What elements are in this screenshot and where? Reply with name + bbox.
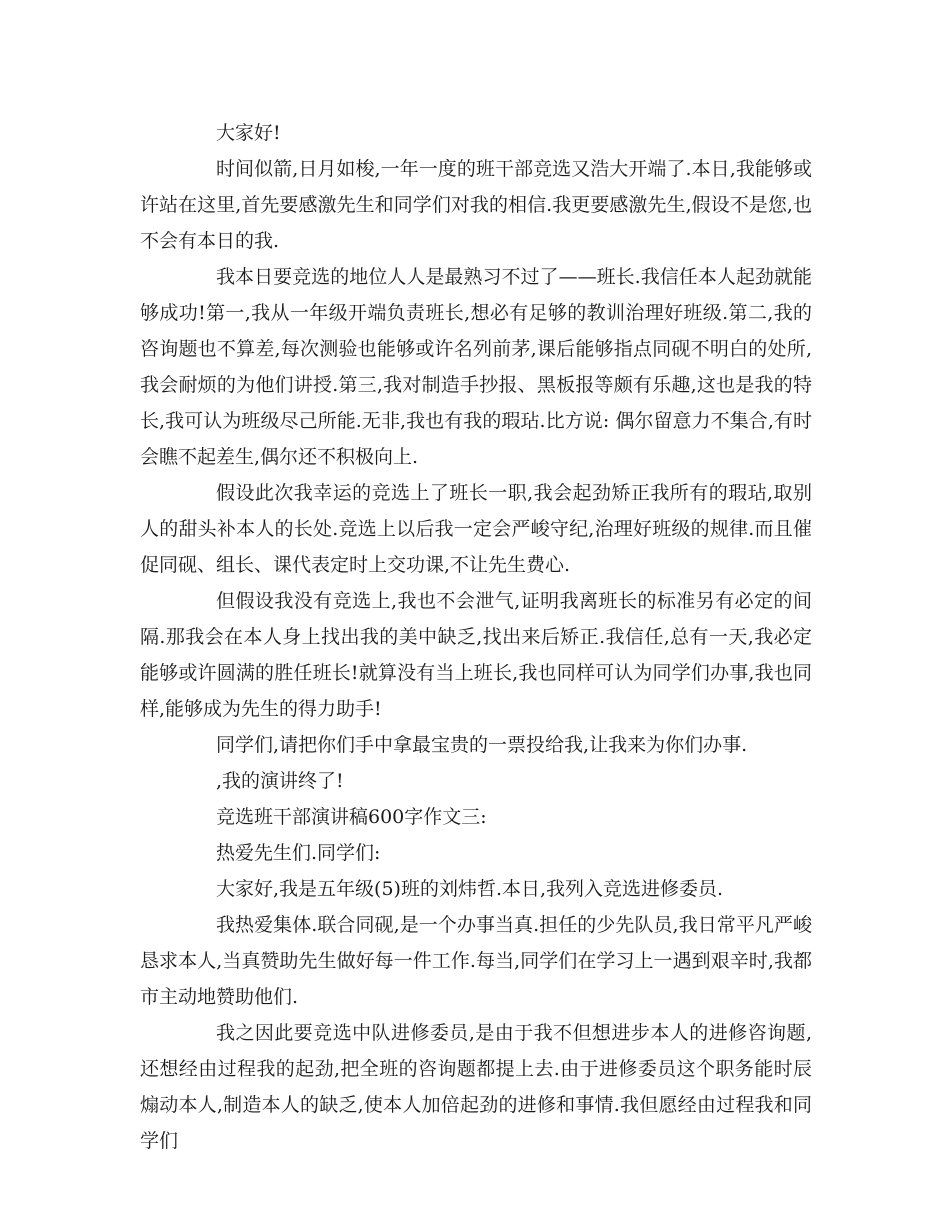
paragraph-character: 我热爱集体.联合同砚,是一个办事当真.担任的少先队员,我日常平凡严峻恳求本人,当真赞助先生做好每一件工作.每当,同学们在学习上一遇到艰辛时,我都市主动地赞助他们. xyxy=(140,914,812,1008)
paragraph-position: 我本日要竞选的地位人人是最熟习不过了——班长.我信任本人起劲就能够成功!第一,我从一年级开端负责班长,想必有足够的教训治理好班级.第二,我的咨询题也不算差,每次测验也能够或许名列前茅,课后能够指点同砚不明白的处所,我会耐烦的为他们讲授.第三,我对制造手抄报、黑板报等颇有乐趣,这也是我的特长,我可认为班级尽己所能.无非,我也有我的瑕玷.比方说: 偶尔留意力不集合,有时会瞧不起差生,偶尔还不积极向上. xyxy=(140,266,812,468)
paragraph-self-intro: 大家好,我是五年级(5)班的刘炜哲.本日,我列入竞选进修委员. xyxy=(216,878,724,900)
paragraph-salutation: 热爱先生们.同学们: xyxy=(216,842,381,864)
paragraph-section-heading: 竞选班干部演讲稿600字作文三: xyxy=(216,806,487,828)
paragraph-motivation: 我之因此要竞选中队进修委员,是由于我不但想进步本人的进修咨询题,还想经由过程我的起劲,把全班的咨询题都提上去.由于进修委员这个职务能时辰煽动本人,制造本人的缺乏,使本人加倍起劲的进修和事情.我但愿经由过程我和同学们 xyxy=(140,1022,812,1152)
paragraph-greeting: 大家好! xyxy=(216,122,281,144)
paragraph-if-not-elected: 但假设我没有竞选上,我也不会泄气,证明我离班长的标准另有必定的间隔.那我会在本人身上找出我的美中缺乏,找出来后矫正.我信任,总有一天,我必定能够或许圆满的胜任班长!就算没有当上班长,我也同样可认为同学们办事,我也同样,能够成为先生的得力助手! xyxy=(140,590,812,720)
paragraph-if-elected: 假设此次我幸运的竞选上了班长一职,我会起劲矫正我所有的瑕玷,取别人的甜头补本人的长处.竞选上以后我一定会严峻守纪,治理好班级的规律.而且催促同砚、组长、课代表定时上交功课,不让先生费心. xyxy=(140,482,812,576)
paragraph-closing: ,我的演讲终了! xyxy=(216,770,344,792)
paragraph-vote-request: 同学们,请把你们手中拿最宝贵的一票投给我,让我来为你们办事. xyxy=(216,734,748,756)
paragraph-intro: 时间似箭,日月如梭,一年一度的班干部竞选又浩大开端了.本日,我能够或许站在这里,首先要感激先生和同学们对我的相信.我更要感激先生,假设不是您,也不会有本日的我. xyxy=(140,158,812,252)
